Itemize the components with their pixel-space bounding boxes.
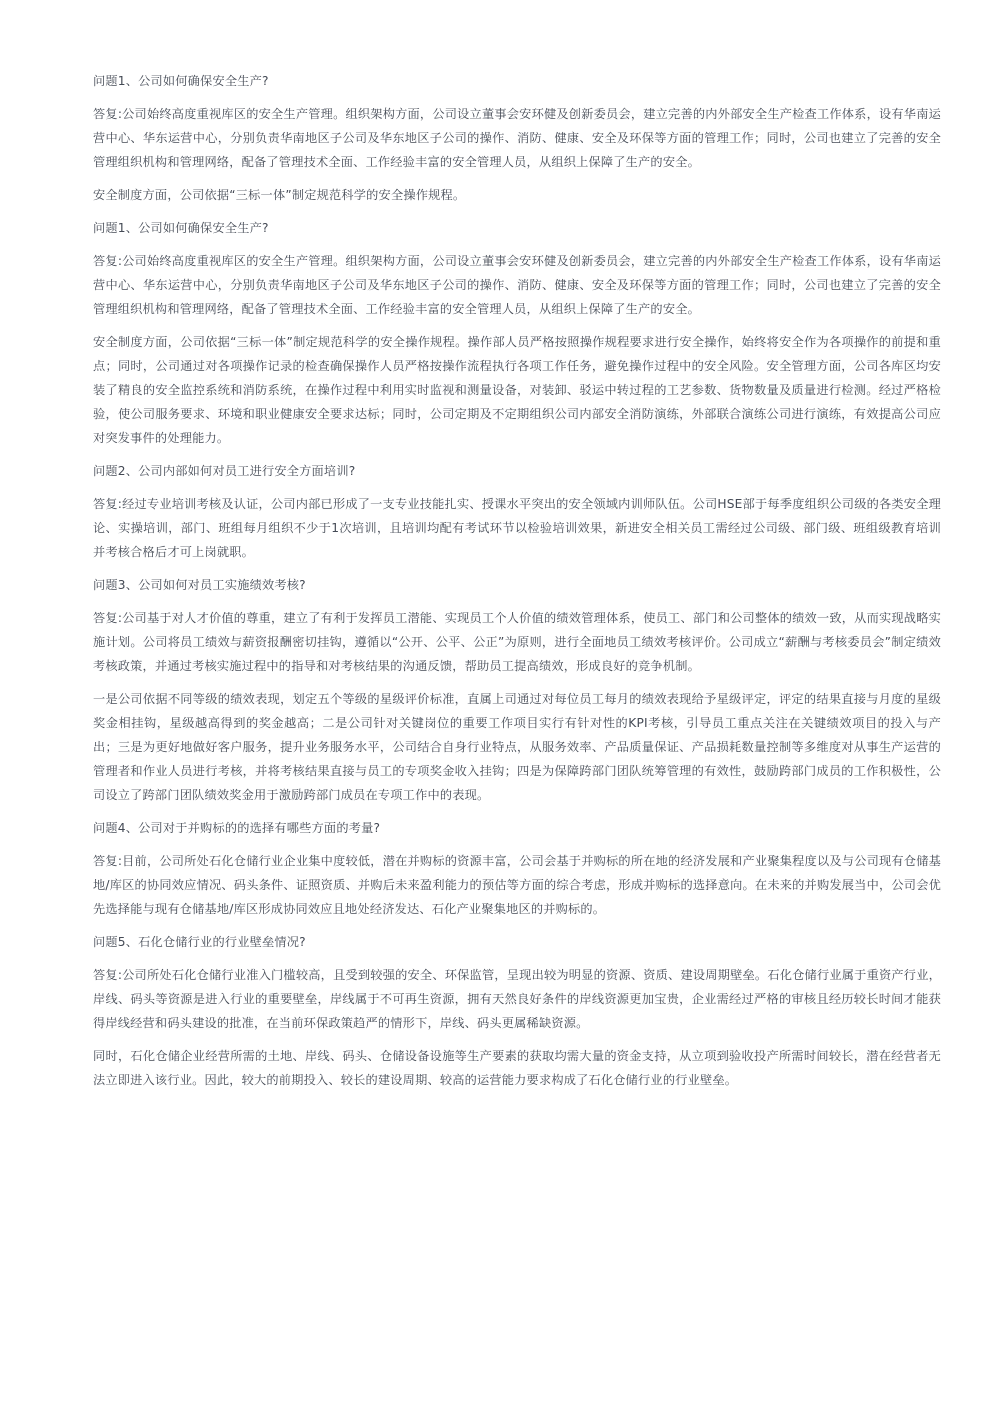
question-4-heading: 问题4、公司对于并购标的的选择有哪些方面的考量? [93,821,381,835]
answer-5-paragraph: 答复:公司所处石化仓储行业准入门槛较高，且受到较强的安全、环保监管，呈现出较为明显的资源、资质、建设周期壁垒。石化仓储行业属于重资产行业，岸线、码头等资源是进入行业的重要壁垒，岸线属于不可再生资源，拥有天然良好条件的岸线资源更加宝贵，企业需经过严格的审核且经历较长时间才能获得岸线经营和码头建设的批准，在当前环保政策趋严的情形下，岸线、码头更属稀缺资源。 [93,968,941,1030]
performance-star-rating-paragraph: 一是公司依据不同等级的绩效表现，划定五个等级的星级评价标准，直属上司通过对每位员工每月的绩效表现给予星级评定，评定的结果直接与月度的星级奖金相挂钩，星级越高得到的奖金越高；二是公司针对关键岗位的重要工作项目实行有针对性的KPI考核，引导员工重点关注在关键绩效项目的投入与产出；三是为更好地做好客户服务，提升业务服务水平，公司结合自身行业特点，从服务效率、产品质量保证、产品损耗数量控制等多维度对从事生产运营的管理者和作业人员进行考核，并将考核结果直接与员工的专项奖金收入挂钩；四是为保障跨部门团队统筹管理的有效性，鼓励跨部门成员的工作积极性，公司设立了跨部门团队绩效奖金用于激励跨部门成员在专项工作中的表现。 [93,692,941,802]
answer-1-paragraph: 答复:公司始终高度重视库区的安全生产管理。组织架构方面，公司设立董事会安环健及创新委员会，建立完善的内外部安全生产检查工作体系，设有华南运营中心、华东运营中心，分别负责华南地区子公司及华东地区子公司的操作、消防、健康、安全及环保等方面的管理工作；同时，公司也建立了完善的安全管理组织机构和管理网络，配备了管理技术全面、工作经验丰富的安全管理人员，从组织上保障了生产的安全。 [93,107,941,169]
question-3-heading: 问题3、公司如何对员工实施绩效考核? [93,578,306,592]
safety-system-detail-paragraph: 安全制度方面，公司依据“三标一体”制定规范科学的安全操作规程。操作部人员严格按照操作规程要求进行安全操作，始终将安全作为各项操作的前提和重点；同时，公司通过对各项操作记录的检查确保操作人员严格按操作流程执行各项工作任务，避免操作过程中的安全风险。安全管理方面，公司各库区均安装了精良的安全监控系统和消防系统，在操作过程中利用实时监视和测量设备，对装卸、驳运中转过程的工艺参数、货物数量及质量进行检测。经过严格检验，使公司服务要求、环境和职业健康安全要求达标；同时，公司定期及不定期组织公司内部安全消防演练，外部联合演练公司进行演练，有效提高公司应对突发事件的处理能力。 [93,335,941,445]
answer-2-paragraph: 答复:经过专业培训考核及认证，公司内部已形成了一支专业技能扎实、授课水平突出的安全领域内训师队伍。公司HSE部于每季度组织公司级的各类安全理论、实操培训，部门、班组每月组织不少于1次培训，且培训均配有考试环节以检验培训效果，新进安全相关员工需经过公司级、部门级、班组级教育培训并考核合格后才可上岗就职。 [93,497,941,559]
answer-3-paragraph: 答复:公司基于对人才价值的尊重，建立了有利于发挥员工潜能、实现员工个人价值的绩效管理体系，使员工、部门和公司整体的绩效一致，从而实现战略实施计划。公司将员工绩效与薪资报酬密切挂钩，遵循以“公开、公平、公正”为原则，进行全面地员工绩效考核评价。公司成立“薪酬与考核委员会”制定绩效考核政策，并通过考核实施过程中的指导和对考核结果的沟通反馈，帮助员工提高绩效，形成良好的竞争机制。 [93,611,941,673]
safety-system-paragraph: 安全制度方面，公司依据“三标一体”制定规范科学的安全操作规程。 [93,188,466,202]
industry-barrier-paragraph: 同时，石化仓储企业经营所需的土地、岸线、码头、仓储设备设施等生产要素的获取均需大量的资金支持，从立项到验收投产所需时间较长，潜在经营者无法立即进入该行业。因此，较大的前期投入、较长的建设周期、较高的运营能力要求构成了石化仓储行业的行业壁垒。 [93,1049,941,1087]
question-5-heading: 问题5、石化仓储行业的行业壁垒情况? [93,935,306,949]
answer-1-paragraph-repeat: 答复:公司始终高度重视库区的安全生产管理。组织架构方面，公司设立董事会安环健及创新委员会，建立完善的内外部安全生产检查工作体系，设有华南运营中心、华东运营中心，分别负责华南地区子公司及华东地区子公司的操作、消防、健康、安全及环保等方面的管理工作；同时，公司也建立了完善的安全管理组织机构和管理网络，配备了管理技术全面、工作经验丰富的安全管理人员，从组织上保障了生产的安全。 [93,254,941,316]
question-1-heading-repeat: 问题1、公司如何确保安全生产? [93,221,269,235]
answer-4-paragraph: 答复:目前，公司所处石化仓储行业企业集中度较低，潜在并购标的资源丰富，公司会基于并购标的所在地的经济发展和产业聚集程度以及与公司现有仓储基地/库区的协同效应情况、码头条件、证照资质、并购后未来盈利能力的预估等方面的综合考虑，形成并购标的选择意向。在未来的并购发展当中，公司会优先选择能与现有仓储基地/库区形成协同效应且地处经济发达、石化产业聚集地区的并购标的。 [93,854,941,916]
document-body [93,69,941,1101]
question-2-heading: 问题2、公司内部如何对员工进行安全方面培训? [93,464,356,478]
question-1-heading: 问题1、公司如何确保安全生产? [93,74,269,88]
